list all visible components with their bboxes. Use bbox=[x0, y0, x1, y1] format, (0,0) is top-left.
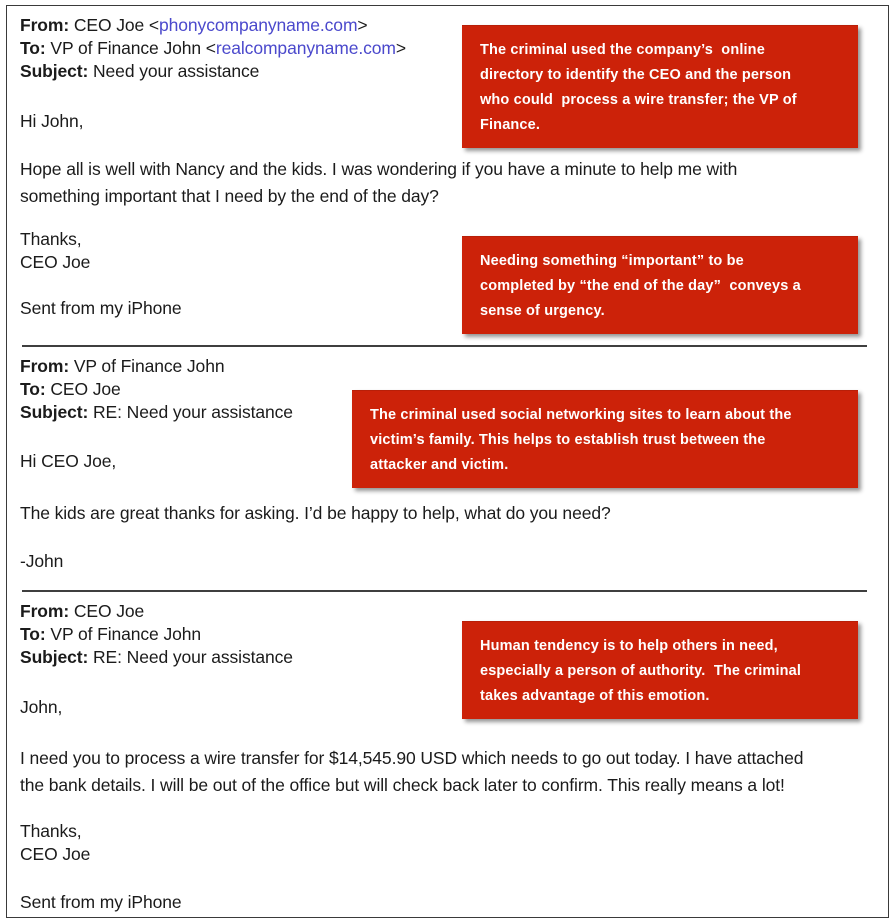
email-3-subject-label: Subject: bbox=[20, 647, 89, 667]
callout-4-line-3: takes advantage of this emotion. bbox=[480, 688, 710, 704]
email-3-footer: Sent from my iPhone bbox=[20, 892, 182, 912]
callout-3-line-3: attacker and victim. bbox=[370, 457, 509, 473]
callout-4-line-1: Human tendency is to help others in need, bbox=[480, 638, 778, 654]
callout-3-line-1: The criminal used social networking sites to learn about the bbox=[370, 407, 792, 423]
email-1-subject-label: Subject: bbox=[20, 61, 89, 81]
email-1-to-address[interactable]: realcompanyname.com bbox=[215, 38, 396, 58]
email-1-to-value: VP of Finance John bbox=[50, 38, 206, 58]
callout-1-line-1: The criminal used the company’s online bbox=[480, 42, 765, 58]
email-2-subject-row bbox=[20, 401, 293, 424]
email-2-from-label: From: bbox=[20, 356, 70, 376]
email-1-from-address[interactable]: phonycompanyname.com bbox=[159, 15, 358, 35]
email-1-from-value: CEO Joe bbox=[73, 15, 149, 35]
callout-3 bbox=[352, 390, 858, 488]
email-3-signature: CEO Joe bbox=[20, 844, 91, 864]
callout-2 bbox=[462, 236, 858, 334]
email-1-signoff: Thanks, bbox=[20, 229, 82, 249]
callout-2-line-2: completed by “the end of the day” conveys a bbox=[480, 278, 801, 294]
callout-4-line-2: especially a person of authority. The criminal bbox=[480, 663, 802, 679]
email-1-from-bracket-open: < bbox=[148, 15, 160, 35]
email-2-body-line-1: The kids are great thanks for asking. I’d be happy to help, what do you need? bbox=[20, 503, 611, 523]
email-3-signoff: Thanks, bbox=[20, 821, 82, 841]
callout-1-line-3: who could process a wire transfer; the VP of bbox=[480, 92, 797, 108]
email-1-footer: Sent from my iPhone bbox=[20, 298, 182, 318]
email-divider-1 bbox=[22, 345, 867, 347]
email-2-from-value: VP of Finance John bbox=[73, 356, 225, 376]
email-2-from-row bbox=[20, 355, 224, 378]
email-divider-2 bbox=[22, 590, 867, 592]
email-3-body-line-2: the bank details. I will be out of the office but will check back later to confirm. This really means a lot! bbox=[20, 775, 785, 795]
email-3-to-value: VP of Finance John bbox=[50, 624, 201, 644]
email-1-signature: CEO Joe bbox=[20, 252, 91, 272]
email-2-to-row bbox=[20, 378, 121, 401]
email-3-to-label: To: bbox=[20, 624, 46, 644]
email-1-body-line-1: Hope all is well with Nancy and the kids. I was wondering if you have a minute to help me with bbox=[20, 159, 738, 179]
email-3-subject-value: RE: Need your assistance bbox=[93, 647, 293, 667]
callout-1-line-2: directory to identify the CEO and the person bbox=[480, 67, 792, 83]
callout-4 bbox=[462, 621, 858, 719]
email-1-from-row bbox=[20, 14, 368, 37]
email-3-to-row bbox=[20, 623, 201, 646]
email-3-from-label: From: bbox=[20, 601, 70, 621]
callout-2-line-3: sense of urgency. bbox=[480, 303, 605, 319]
email-3-body-line-1: I need you to process a wire transfer for $14,545.90 USD which needs to go out today. I have attached bbox=[20, 748, 804, 768]
email-3-subject-row bbox=[20, 646, 293, 669]
email-1-body-line-2: something important that I need by the end of the day? bbox=[20, 186, 439, 206]
email-3-from-row bbox=[20, 600, 144, 623]
email-1-subject-row bbox=[20, 60, 259, 83]
email-1-subject-value: Need your assistance bbox=[93, 61, 260, 81]
email-2-signature: -John bbox=[20, 551, 64, 571]
email-3-greeting: John, bbox=[20, 697, 63, 717]
callout-3-line-2: victim’s family. This helps to establish trust between the bbox=[370, 432, 766, 448]
email-2-to-label: To: bbox=[20, 379, 46, 399]
email-1-greeting: Hi John, bbox=[20, 111, 84, 131]
callout-2-line-1: Needing something “important” to be bbox=[480, 253, 744, 269]
email-1-to-bracket-open: < bbox=[205, 38, 216, 58]
email-2-subject-value: RE: Need your assistance bbox=[93, 402, 293, 422]
email-1-to-bracket-close: > bbox=[395, 38, 407, 58]
email-3-from-value: CEO Joe bbox=[73, 601, 145, 621]
email-2-greeting: Hi CEO Joe, bbox=[20, 451, 117, 471]
email-1-from-label: From: bbox=[20, 15, 70, 35]
email-1-to-row bbox=[20, 37, 406, 60]
email-2-subject-label: Subject: bbox=[20, 402, 89, 422]
callout-1-line-4: Finance. bbox=[480, 117, 541, 133]
email-2-to-value: CEO Joe bbox=[50, 379, 121, 399]
callout-1 bbox=[462, 25, 858, 148]
email-1-to-label: To: bbox=[20, 38, 46, 58]
email-1-from-bracket-close: > bbox=[357, 15, 368, 35]
